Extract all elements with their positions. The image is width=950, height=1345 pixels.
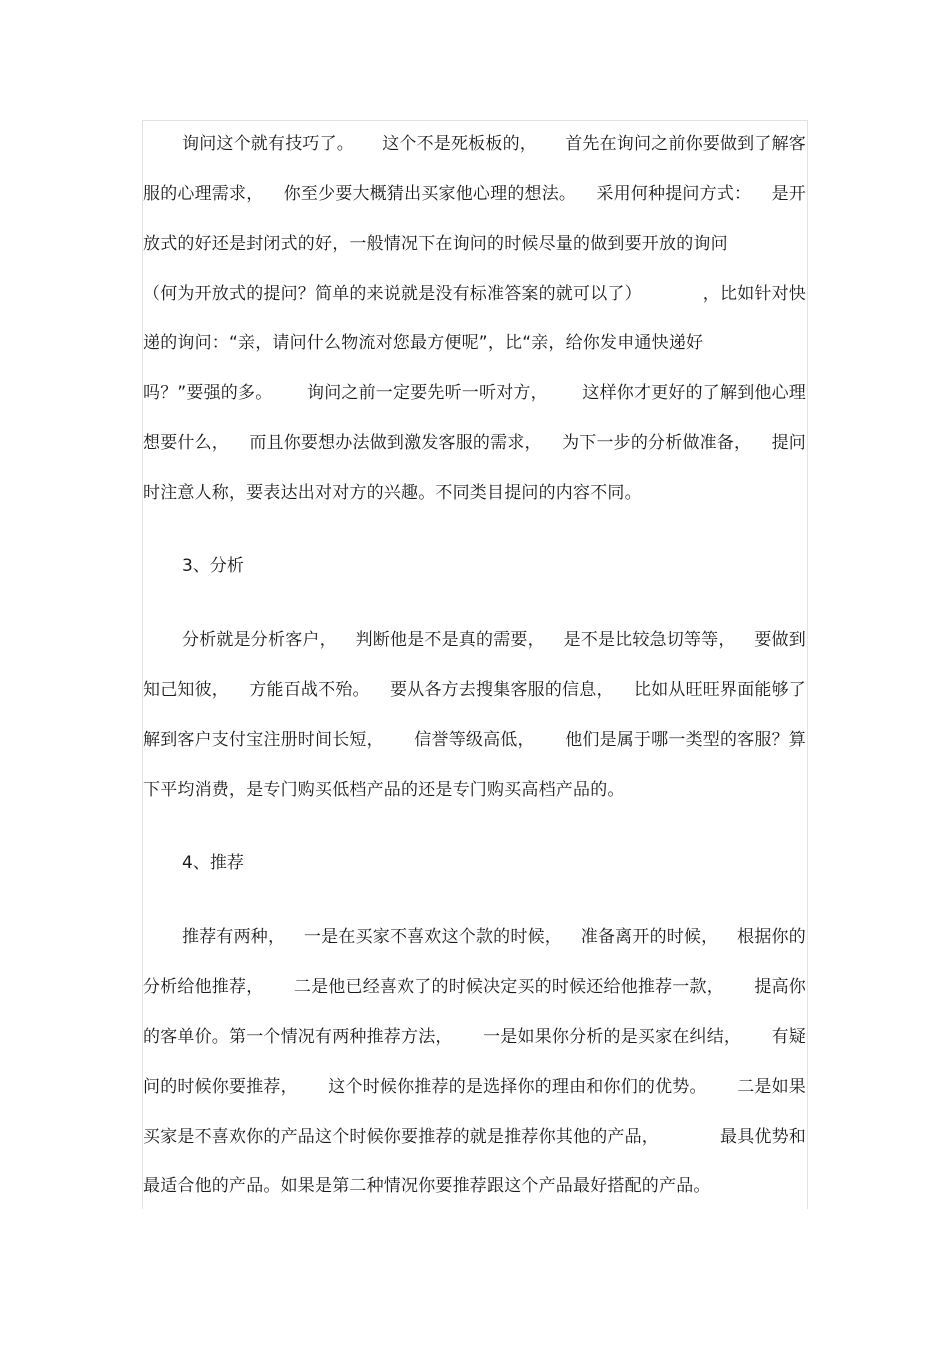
recommend-line — [143, 925, 806, 949]
text-segment: 这个不是死板板的， — [382, 134, 537, 154]
text-segment: 是不是比较急切等等， — [563, 630, 736, 650]
recommend-line — [143, 975, 806, 999]
text-segment: 为下一步的分析做准备， — [562, 433, 752, 453]
text-segment: ，比如针对快 — [702, 284, 806, 304]
inquiry-line — [143, 232, 806, 256]
text-segment: 根据你的 — [737, 927, 806, 947]
text-segment: 买家是不喜欢你的产品这个时候你要推荐的就是推荐你其他的产品， — [143, 1127, 659, 1147]
text-segment: 这个时候你推荐的是选择你的理由和你们的优势。 — [328, 1077, 707, 1097]
text-segment: 问的时候你要推荐， — [143, 1077, 298, 1097]
inquiry-line — [143, 282, 806, 306]
text-segment: 放式的好还是封闭式的好，一般情况下在询问的时候尽量的做到要开放的询问 — [143, 234, 728, 254]
text-segment: 想要什么， — [143, 433, 229, 453]
text-segment: 递的询问：“亲，请问什么物流对您最方便呢”，比“亲，给你发申通快递好 — [143, 333, 704, 353]
text-segment: 提问 — [771, 433, 806, 453]
text-segment: 要从各方去搜集客服的信息， — [390, 680, 614, 700]
recommend-heading: 4、推荐 — [182, 853, 244, 873]
text-segment: 分析就是分析客户， — [182, 630, 337, 650]
analysis-heading: 3、分析 — [182, 556, 244, 576]
text-segment: 提高你 — [754, 977, 806, 997]
analysis-line — [143, 678, 806, 702]
text-segment: 这样你才更好的了解到他心理 — [582, 383, 806, 403]
text-segment: 解到客户支付宝注册时间长短， — [143, 730, 384, 750]
text-segment: 信誉等级高低， — [414, 730, 535, 750]
analysis-line — [143, 628, 806, 652]
text-segment: 他们是属于哪一类型的客服？算 — [565, 730, 806, 750]
recommend-line — [143, 1125, 806, 1149]
text-segment: 询问之前一定要先听一听对方， — [307, 383, 548, 403]
recommend-line — [143, 1025, 806, 1049]
text-segment: 判断他是不是真的需要， — [355, 630, 545, 650]
inquiry-line — [143, 132, 806, 156]
text-segment: 是开 — [771, 184, 806, 204]
text-segment: 最适合他的产品。如果是第二种情况你要推荐跟这个产品最好搭配的产品。 — [143, 1176, 711, 1196]
text-segment: 服的心理需求， — [143, 184, 264, 204]
recommend-line — [143, 1174, 806, 1198]
inquiry-line — [143, 331, 806, 355]
text-segment: 吗？”要强的多。 — [143, 383, 273, 403]
inquiry-line — [143, 182, 806, 206]
text-segment: 二是如果 — [737, 1077, 806, 1097]
text-segment: 分析给他推荐， — [143, 977, 264, 997]
text-segment: 采用何种提问方式： — [596, 184, 752, 204]
text-segment: 首先在询问之前你要做到了解客 — [565, 134, 806, 154]
text-segment: 下平均消费，是专门购买低档产品的还是专门购买高档产品的。 — [143, 780, 625, 800]
text-segment: 而且你要想办法做到激发客服的需求， — [249, 433, 542, 453]
text-segment: 时注意人称，要表达出对对方的兴趣。不同类目提问的内容不同。 — [143, 483, 642, 503]
inquiry-line — [143, 431, 806, 455]
text-segment: 比如从旺旺界面能够了 — [634, 680, 806, 700]
analysis-line — [143, 778, 806, 802]
text-segment: 有疑 — [771, 1027, 806, 1047]
text-segment: 一是在买家不喜欢这个款的时候， — [303, 927, 562, 947]
text-segment: 推荐有两种， — [182, 927, 286, 947]
text-segment: 方能百战不殆。 — [249, 680, 370, 700]
inquiry-line — [143, 381, 806, 405]
text-segment: 二是他已经喜欢了的时候决定买的时候还给他推荐一款， — [293, 977, 724, 997]
text-segment: 一是如果你分析的是买家在纠结， — [483, 1027, 742, 1047]
text-segment: 询问这个就有技巧了。 — [182, 134, 354, 154]
text-segment: 的客单价。第一个情况有两种推荐方法， — [143, 1027, 453, 1047]
text-segment: 最具优势和 — [720, 1127, 806, 1147]
recommend-line — [143, 1075, 806, 1099]
analysis-line — [143, 728, 806, 752]
text-segment: 准备离开的时候， — [580, 927, 719, 947]
text-segment: 要做到 — [754, 630, 806, 650]
text-segment: 你至少要大概猜出买家他心理的想法。 — [283, 184, 577, 204]
text-segment: 知己知彼， — [143, 680, 229, 700]
inquiry-line — [143, 481, 806, 505]
text-segment: （何为开放式的提问？简单的来说就是没有标准答案的就可以了） — [143, 284, 642, 304]
